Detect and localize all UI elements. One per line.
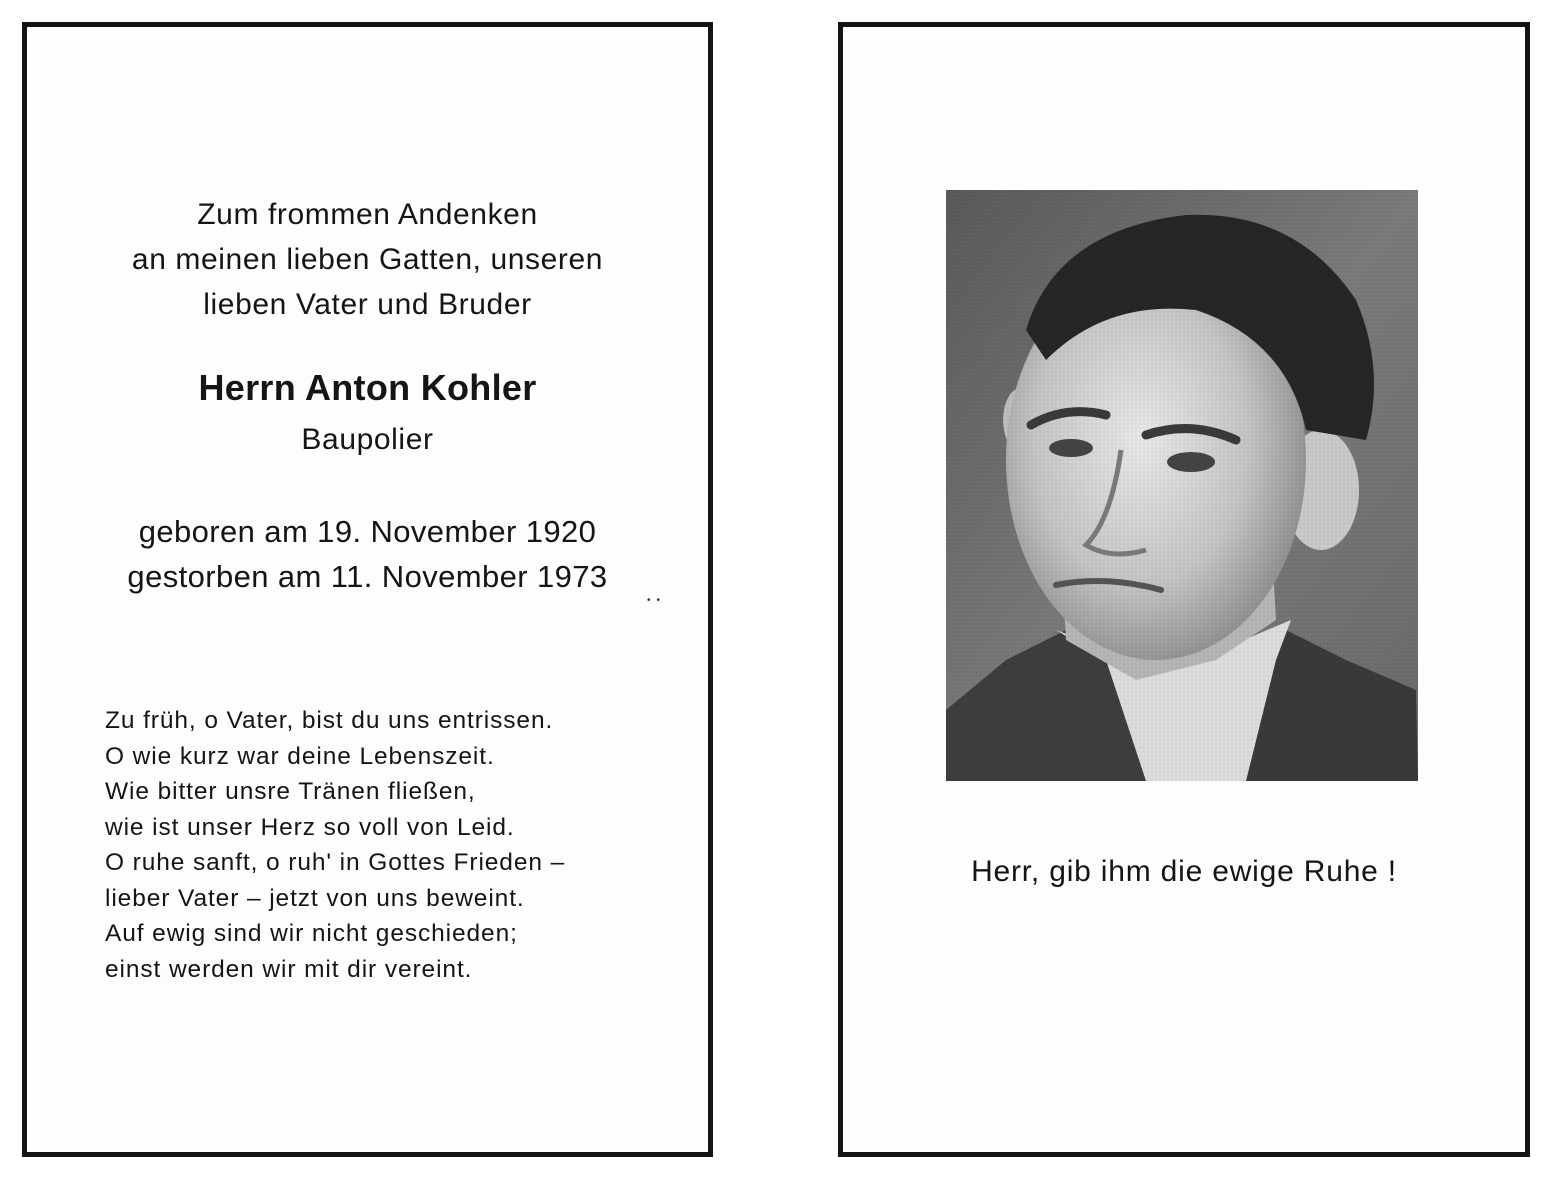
memorial-card-photo-panel [838, 22, 1530, 1157]
portrait-illustration [946, 190, 1418, 781]
print-specks: •• [647, 595, 667, 606]
dedication-line-1: Zum frommen Andenken [197, 198, 538, 231]
poem-line-3: Wie bitter unsre Tränen fließen, [105, 778, 476, 805]
memorial-card-text-panel [22, 22, 713, 1157]
poem-line-1: Zu früh, o Vater, bist du uns entrissen. [105, 707, 554, 734]
deceased-occupation: Baupolier [301, 423, 434, 456]
dedication-text [27, 192, 708, 327]
poem-line-7: Auf ewig sind wir nicht geschieden; [105, 920, 518, 947]
poem-line-4: wie ist unser Herz so voll von Leid. [105, 813, 515, 841]
dedication-line-2: an meinen lieben Gatten, unseren [131, 243, 604, 276]
birth-date: geboren am 19. November 1920 [138, 514, 597, 549]
poem-line-6: lieber Vater – jetzt von uns beweint. [105, 884, 525, 912]
poem-line-5: O ruhe sanft, o ruh' in Gottes Frieden – [105, 849, 566, 876]
dedication-line-3: lieben Vater und Bruder [203, 288, 532, 321]
memorial-poem [105, 703, 565, 987]
life-dates [27, 509, 708, 599]
deceased-name: Herrn Anton Kohler [198, 367, 537, 408]
poem-line-8: einst werden wir mit dir vereint. [105, 955, 473, 983]
portrait-photo [946, 190, 1418, 781]
poem-line-2: O wie kurz war deine Lebenszeit. [105, 742, 495, 770]
death-date: gestorben am 11. November 1973 [127, 559, 608, 594]
prayer-text: Herr, gib ihm die ewige Ruhe ! [971, 855, 1397, 888]
